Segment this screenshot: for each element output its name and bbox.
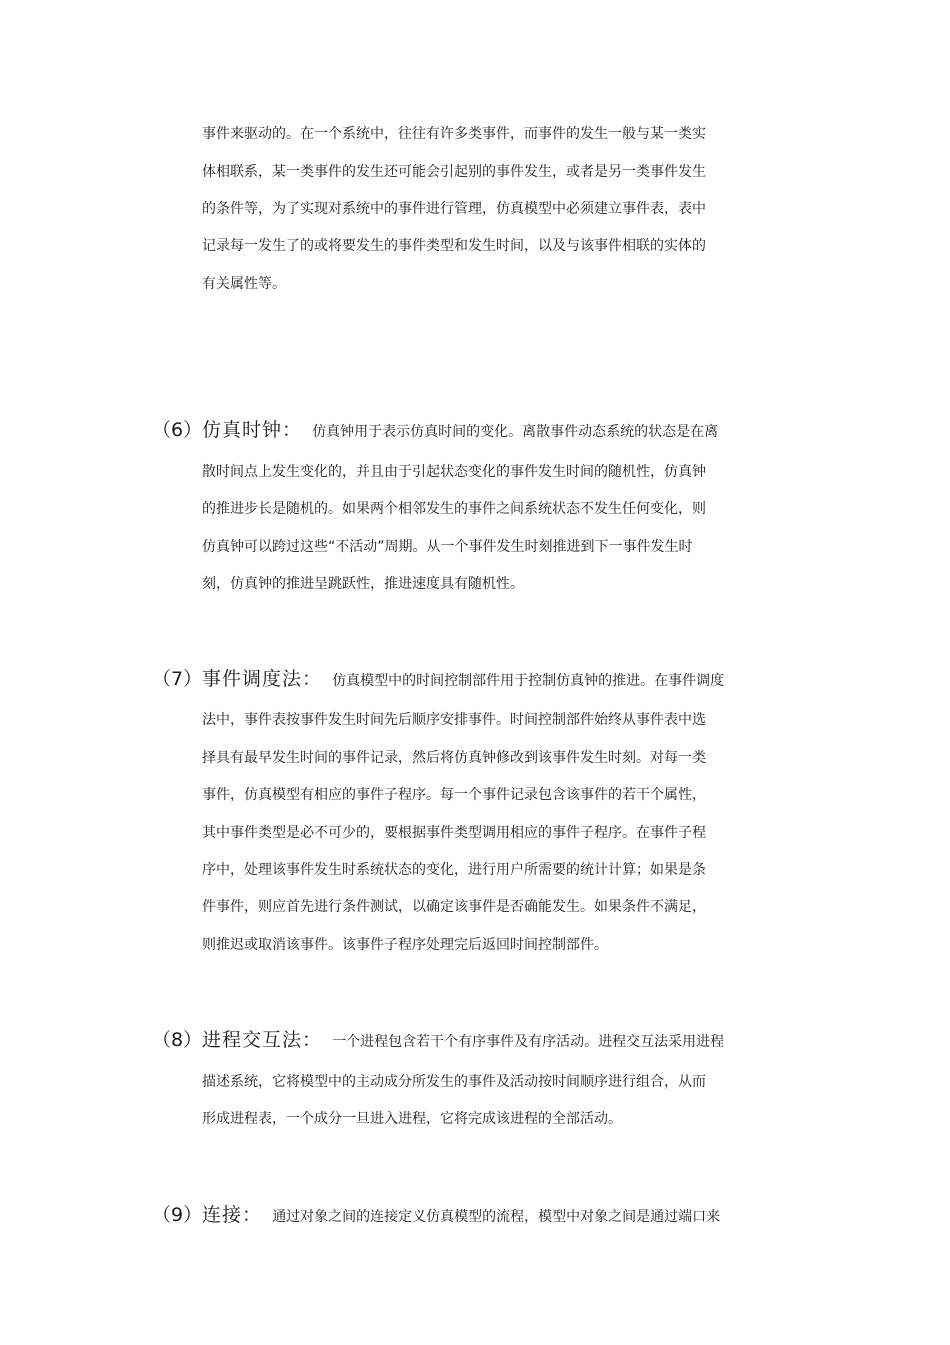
paragraph-line: 的条件等，为了实现对系统中的事件进行管理，仿真模型中必须建立事件表，表中: [202, 201, 706, 217]
paragraph-line: 事件来驱动的。在一个系统中，往往有许多类事件，而事件的发生一般与某一类实: [202, 126, 706, 142]
paragraph-line: 描述系统，它将模型中的主动成分所发生的事件及活动按时间顺序进行组合，从而: [202, 1074, 706, 1090]
paragraph-line: 序中，处理该事件发生时系统状态的变化，进行用户所需要的统计计算；如果是条: [202, 862, 706, 878]
section-first-line: 通过对象之间的连接定义仿真模型的流程，模型中对象之间是通过端口来: [272, 1209, 721, 1225]
paragraph-line: 法中，事件表按事件发生时间先后顺序安排事件。时间控制部件始终从事件表中选: [202, 712, 706, 728]
section-term: 进程交互法：: [202, 1029, 323, 1051]
section-term: 连接：: [202, 1204, 263, 1226]
section-heading-row: [152, 418, 718, 444]
paragraph-line: 形成进程表，一个成分一旦进入进程，它将完成该进程的全部活动。: [202, 1111, 622, 1127]
section-term: 仿真时钟：: [202, 419, 303, 441]
paragraph-line: 仿真钟可以跨过这些“不活动”周期。从一个事件发生时刻推进到下一事件发生时: [202, 539, 693, 555]
paragraph-line: 刻，仿真钟的推进呈跳跃性，推进速度具有随机性。: [202, 576, 524, 592]
section-heading-row: [152, 667, 724, 693]
section-heading-row: [152, 1203, 720, 1229]
paragraph-line: 散时间点上发生变化的，并且由于引起状态变化的事件发生时间的随机性，仿真钟: [202, 464, 706, 480]
paragraph-line: 事件，仿真模型有相应的事件子程序。每一个事件记录包含该事件的若干个属性，: [202, 787, 706, 803]
section-first-line: 一个进程包含若干个有序事件及有序活动。进程交互法采用进程: [332, 1034, 725, 1050]
section-first-line: 仿真钟用于表示仿真时间的变化。离散事件动态系统的状态是在离: [312, 424, 719, 440]
section-heading-row: [152, 1028, 724, 1054]
paragraph-line: 则推迟或取消该事件。该事件子程序处理完后返回时间控制部件。: [202, 937, 608, 953]
section-first-line: 仿真模型中的时间控制部件用于控制仿真钟的推进。在事件调度: [332, 673, 725, 689]
section-term: 事件调度法：: [202, 668, 323, 690]
paragraph-line: 体相联系，某一类事件的发生还可能会引起别的事件发生，或者是另一类事件发生: [202, 164, 706, 180]
section-number: （8）: [152, 1029, 203, 1051]
paragraph-line: 其中事件类型是必不可少的，要根据事件类型调用相应的事件子程序。在事件子程: [202, 825, 706, 841]
paragraph-line: 件事件，则应首先进行条件测试，以确定该事件是否确能发生。如果条件不满足，: [202, 899, 706, 915]
section-number: （6）: [152, 419, 203, 441]
paragraph-line: 的推进步长是随机的。如果两个相邻发生的事件之间系统状态不发生任何变化，则: [202, 501, 706, 517]
paragraph-line: 择具有最早发生时间的事件记录，然后将仿真钟修改到该事件发生时刻。对每一类: [202, 750, 706, 766]
section-number: （7）: [152, 668, 203, 690]
section-number: （9）: [152, 1204, 203, 1226]
paragraph-line: 有关属性等。: [202, 276, 286, 292]
paragraph-line: 记录每一发生了的或将要发生的事件类型和发生时间，以及与该事件相联的实体的: [202, 238, 706, 254]
